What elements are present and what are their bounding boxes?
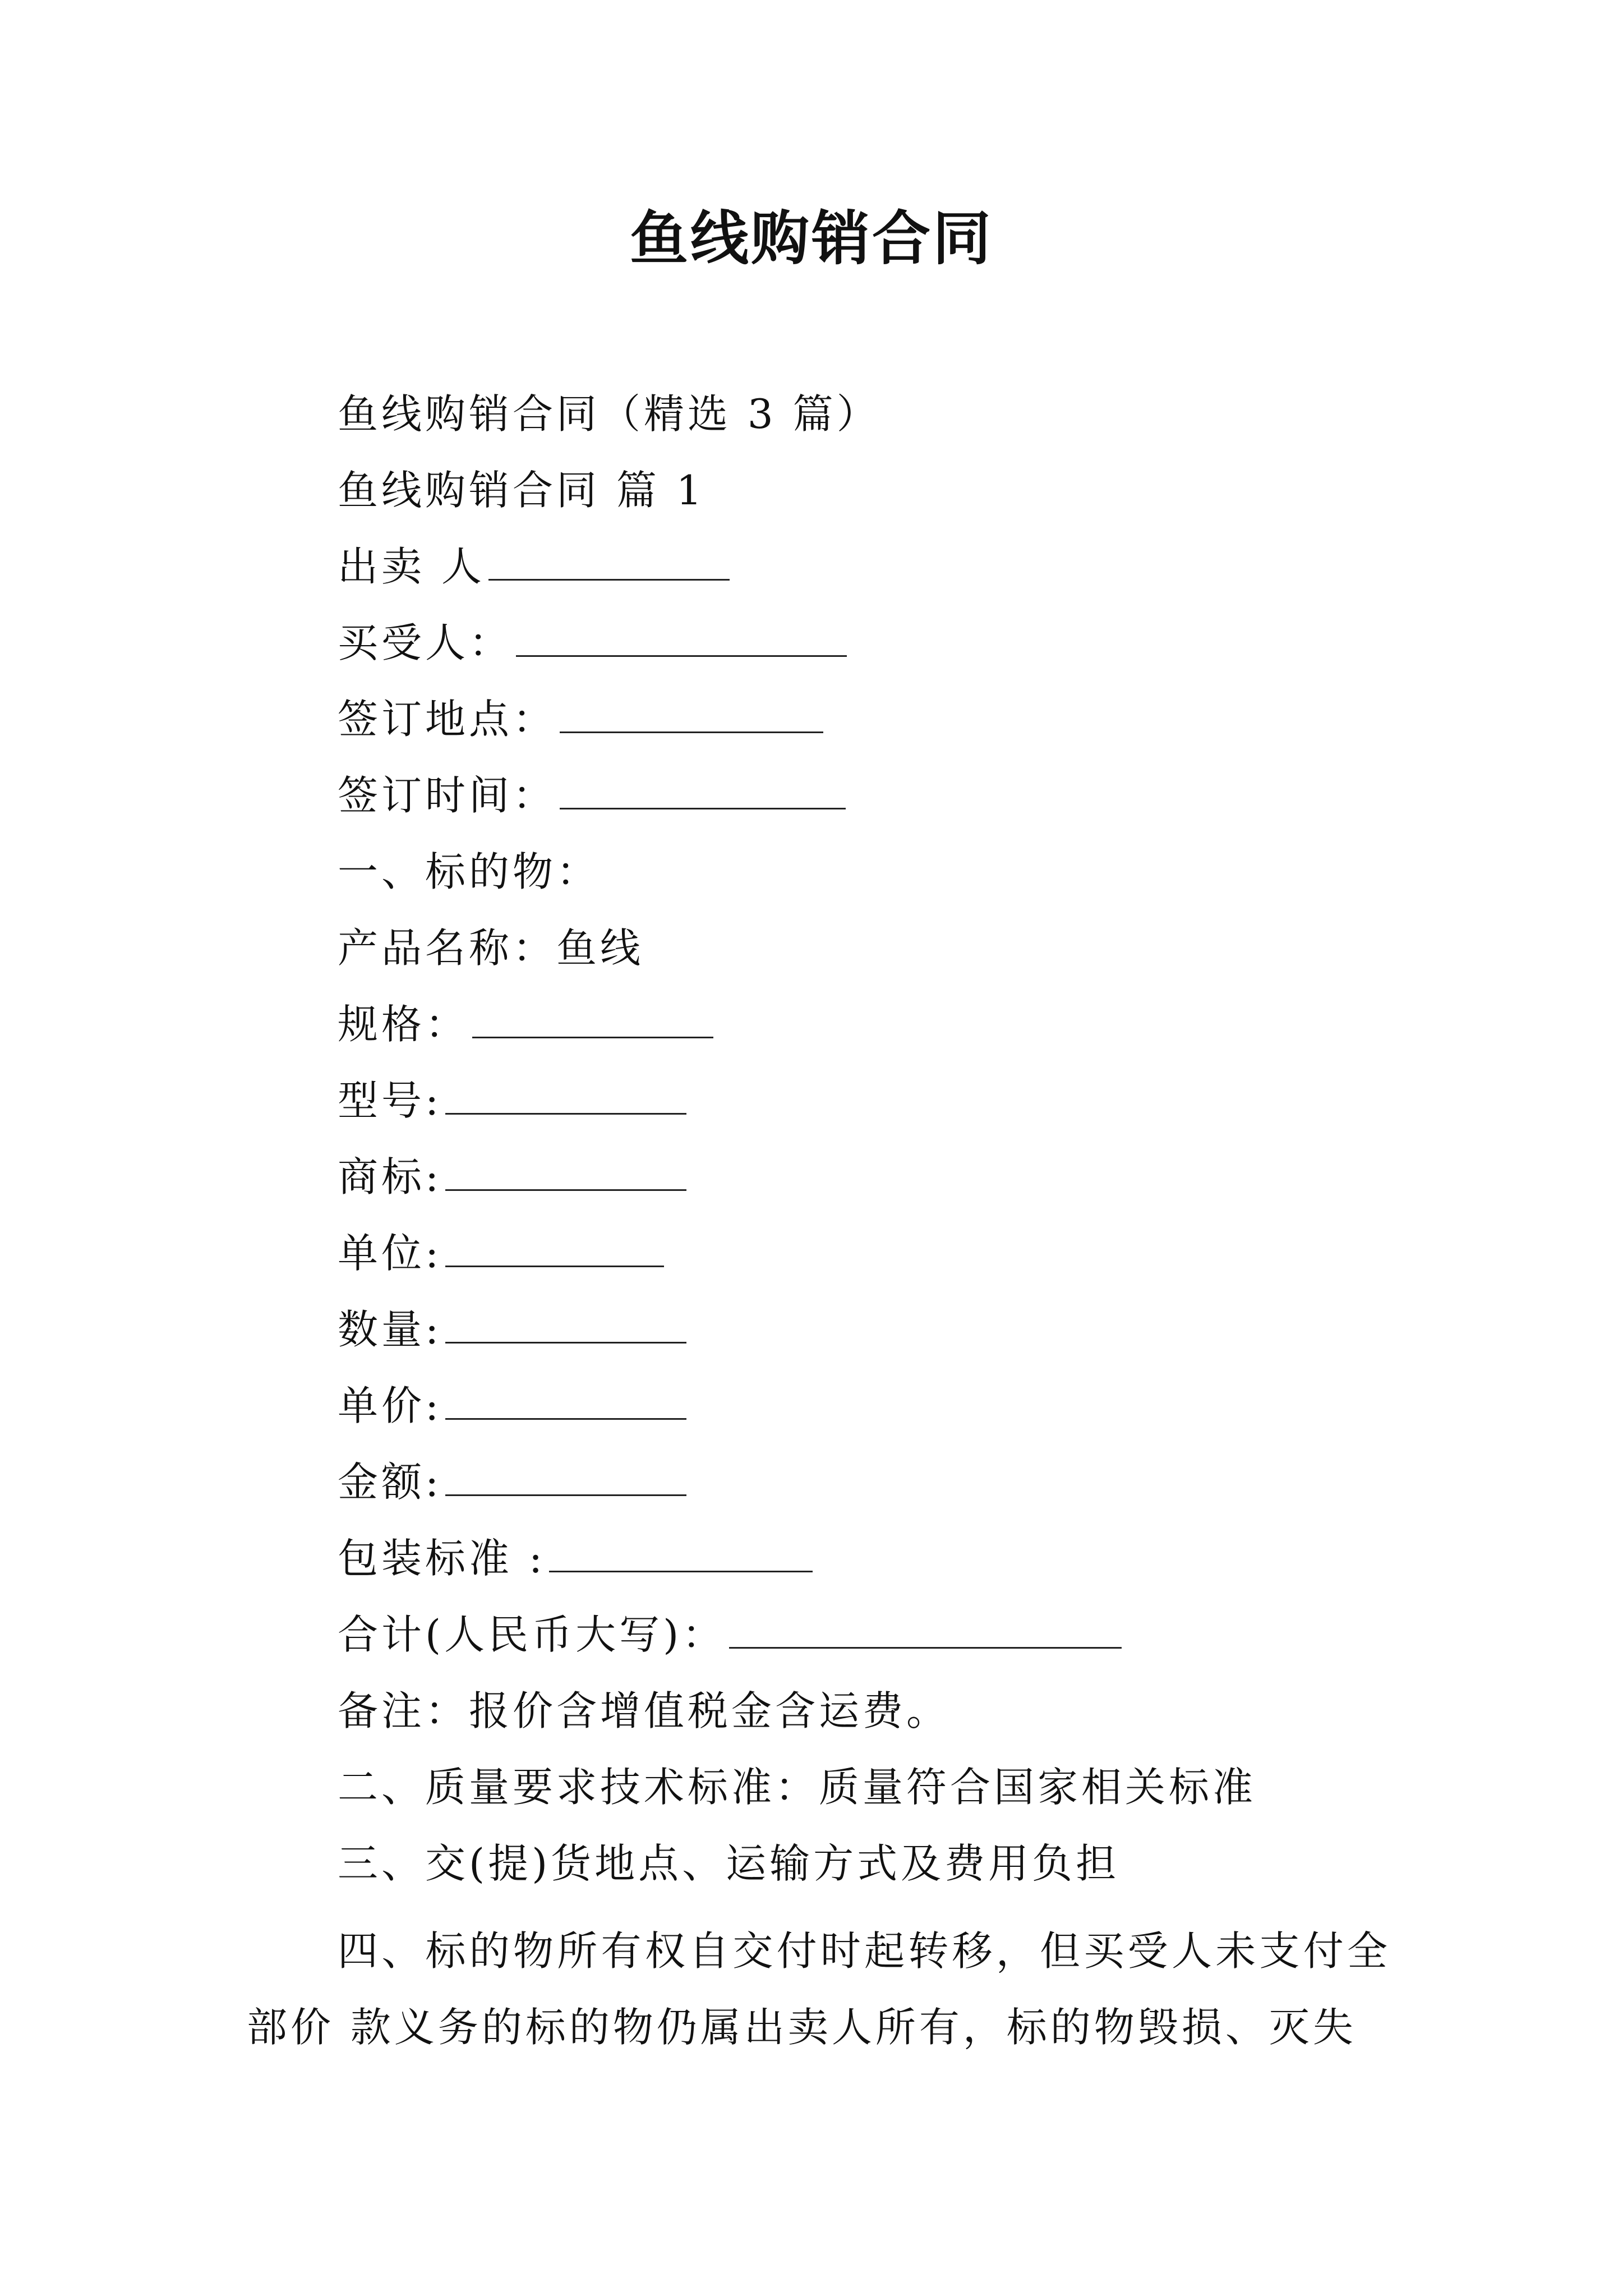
seller-blank: [488, 540, 730, 581]
quantity-label: 数量:: [338, 1306, 442, 1353]
unit-price-blank: [445, 1379, 686, 1420]
signing-time-label: 签订时间：: [338, 772, 557, 819]
clause-quality: 二、质量要求技术标准：质量符合国家相关标准: [338, 1764, 1257, 1811]
total-label: 合计(人民币大写)：: [338, 1611, 726, 1658]
trademark-label: 商标:: [338, 1153, 442, 1200]
quantity-blank: [445, 1303, 686, 1343]
amount-field: [338, 1455, 686, 1509]
total-blank: [729, 1608, 1122, 1649]
unit-blank: [445, 1226, 664, 1267]
amount-blank: [445, 1455, 686, 1496]
signing-place-field: [338, 692, 823, 746]
model-label: 型号:: [338, 1077, 442, 1124]
product-name: 产品名称：鱼线: [338, 924, 644, 972]
quantity-field: [338, 1303, 686, 1356]
unit-price-field: [338, 1379, 686, 1433]
seller-field: [338, 540, 730, 593]
unit-price-label: 单价:: [338, 1382, 442, 1429]
packaging-label: 包装标准 :: [338, 1535, 546, 1582]
unit-field: [338, 1226, 664, 1280]
signing-time-blank: [560, 769, 846, 809]
section-heading: 鱼线购销合同 篇 1: [338, 467, 706, 514]
model-field: [338, 1074, 686, 1128]
item-heading: 一、标的物：: [338, 848, 601, 895]
seller-label: 出卖 人: [338, 543, 485, 590]
spec-blank: [472, 997, 713, 1038]
signing-time-field: [338, 769, 846, 822]
amount-label: 金额:: [338, 1458, 442, 1506]
signing-place-blank: [560, 692, 823, 733]
buyer-blank: [516, 616, 847, 657]
trademark-blank: [445, 1150, 686, 1191]
total-field: [338, 1608, 1122, 1662]
unit-label: 单位:: [338, 1230, 442, 1277]
packaging-blank: [549, 1531, 813, 1572]
document-title: 鱼线购销合同: [629, 204, 993, 273]
packaging-field: [338, 1531, 813, 1585]
spec-field: [338, 997, 713, 1051]
buyer-field: [338, 616, 847, 670]
trademark-field: [338, 1150, 686, 1204]
signing-place-label: 签订地点：: [338, 696, 557, 743]
clause-ownership: 四、标的物所有权自交付时起转移，但买受人未支付全部价 款义务的标的物仍属出卖人所有，标的物毁损、灭失: [247, 1927, 1391, 2051]
document-subtitle: 鱼线购销合同（精选 3 篇）: [338, 390, 880, 438]
spec-label: 规格：: [338, 1001, 469, 1048]
model-blank: [445, 1074, 686, 1115]
clause-delivery: 三、交(提)货地点、运输方式及费用负担: [338, 1840, 1120, 1887]
buyer-label: 买受人：: [338, 619, 513, 666]
note: 备注：报价含增值税金含运费。: [338, 1687, 951, 1734]
